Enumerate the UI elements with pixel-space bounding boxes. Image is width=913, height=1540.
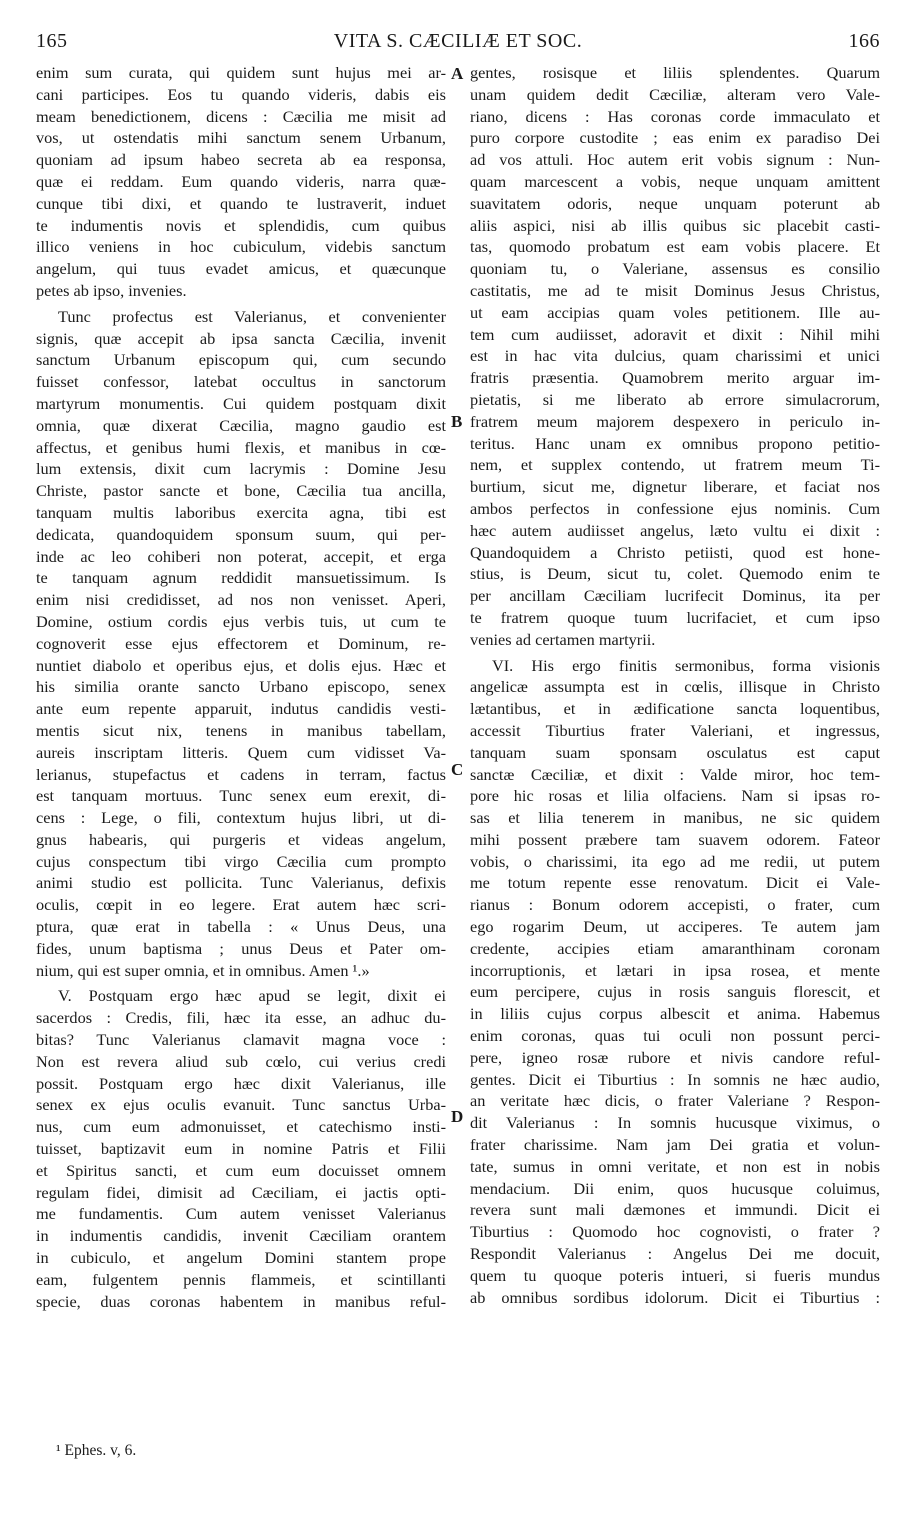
text-line: riano, dicens : Has coronas corde immaculato et <box>470 106 880 126</box>
text-line: cens : Lege, o fili, contextum hujus libri, ut di- <box>36 808 446 828</box>
text-line: lerianus, stupefactus et cadens in terram, factus <box>36 764 446 784</box>
text-line: gnus habearis, qui purgeris et videas angelum, <box>36 829 446 849</box>
text-line: angelicæ assumpta est in cœlis, illisque in Christo <box>470 677 880 697</box>
text-line: dedicata, quandoquidem sponsum suum, qui per- <box>36 524 446 544</box>
text-line: mihi possent præbere tam suavem odorem. Fateor <box>470 829 880 849</box>
running-header <box>36 30 880 56</box>
text-line: in indumentis candidis, invenit Cæciliam orantem <box>36 1226 446 1246</box>
text-line: quoniam tu, o Valeriane, assensus es consilio <box>470 259 880 279</box>
text-line: omnia, quæ dixerat Cæcilia, magno gaudio est <box>36 415 446 435</box>
text-line: aureis inscriptam litteris. Quem cum vidisset Va- <box>36 742 446 762</box>
text-line: revera sunt mali dæmones et immundi. Dicit ei <box>470 1200 880 1220</box>
text-line: cognoverit esse ejus effectorem et Dominum, re- <box>36 633 446 653</box>
text-line: accessit Tiburtius frater Valeriani, et ingressus, <box>470 720 880 740</box>
text-line: ab omnibus sordibus idolorum. Dicit ei Tiburtius : <box>470 1287 880 1307</box>
text-line: inde ac leo cohiberi non poterat, accepit, et erga <box>36 546 446 566</box>
section-marker-d: D <box>451 1107 464 1126</box>
text-line: enim sum curata, qui quidem sunt hujus mei ar- <box>36 63 446 82</box>
text-line: tem cum audiisset, adoravit et dixit : Nihil mihi <box>470 324 880 344</box>
text-line: mendacium. Dii enim, quos hucusque coluimus, <box>470 1178 880 1198</box>
text-line: eam, fulgentem pennis flammeis, et scintillanti <box>36 1269 446 1289</box>
text-line: illico veniens in hoc cubiculum, videbis sanctum <box>36 237 446 257</box>
text-line: me totum repente esse renovatum. Dicit ei Vale- <box>470 873 880 893</box>
text-line: vos, ut ostendatis mihi sanctum senem Urbanum, <box>36 128 446 148</box>
text-line: pietatis, si me liberato ab errore simulacrorum, <box>470 389 880 409</box>
text-line: VI. His ergo finitis sermonibus, forma visionis <box>492 655 880 675</box>
text-line: martyrum monumentis. Cui quidem postquam dixit <box>36 393 446 413</box>
running-title: VITA S. CÆCILIÆ ET SOC. <box>333 30 583 52</box>
text-line: dit Valerianus : In somnis hucusque viximus, o <box>470 1113 880 1133</box>
text-line: te fratrem quoque tuum lucrifaciet, et cum ipso <box>470 607 880 627</box>
text-line: per ancillam Cæciliam lucrifecit Dominus, ita per <box>470 586 880 606</box>
text-line: Respondit Valerianus : Angelus Dei me docuit, <box>470 1244 880 1264</box>
text-line: me fundamentis. Cum autem venisset Valerianus <box>36 1204 446 1224</box>
section-marker-c: C <box>451 760 464 779</box>
text-line: ut eam accipias quam voles petitionem. Ille au- <box>470 302 880 322</box>
text-line: quem tu quoque poteris intueri, si fueris mundus <box>470 1265 880 1285</box>
text-line: stius, is Deum, sicut tu, colet. Quemodo enim te <box>470 564 880 584</box>
text-line: enim coronas, quas tui oculi non possunt perci- <box>470 1026 880 1046</box>
text-line: fides, unum baptisma ; unus Deus et Pater om- <box>36 938 446 958</box>
text-line: eum percipere, cujus in rosis sanguis florescit, et <box>470 982 880 1002</box>
text-line: est in hac vita dulcius, quam charissimi et unici <box>470 346 880 366</box>
text-line: angelum, qui tuus evadet amicus, et quæcunque <box>36 259 446 279</box>
text-line: castitatis, me ad te misit Dominus Jesus Christus, <box>470 280 880 300</box>
text-line: ambos perfectos in confessione ejus nominis. Cum <box>470 498 880 518</box>
text-line: ptura, quæ erat in tabella : « Unus Deus, una <box>36 917 446 937</box>
text-line: gentes, rosisque et liliis splendentes. Quarum <box>470 63 880 82</box>
text-line: signis, quæ accepit ab ipsa sancta Cæcilia, invenit <box>36 328 446 348</box>
text-line: Domine, ostium cordis ejus verbis tuis, ut cum te <box>36 611 446 631</box>
section-marker-b: B <box>451 412 463 431</box>
text-line: V. Postquam ergo hæc apud se legit, dixit ei <box>58 986 446 1006</box>
text-line: mentis sicut nix, tenens in manibus tabellam, <box>36 720 446 740</box>
text-line: gentes. Dicit ei Tiburtius : In somnis ne hæc audio, <box>470 1069 880 1089</box>
text-line: sanctæ Cæciliæ, et dixit : Valde miror, hoc tem- <box>470 764 880 784</box>
text-line: animi studio est pollicita. Tunc Valerianus, defixis <box>36 873 446 893</box>
text-line: vobis, o charissimi, ita ego ad me redii, ut putem <box>470 851 880 871</box>
text-line: et Spiritus sancti, et cum eum docuisset omnem <box>36 1160 446 1180</box>
text-line: ad vos attuli. Hoc autem erit vobis signum : Nun- <box>470 150 880 170</box>
text-line: lætantibus, et in ædificatione sancta loquentibus, <box>470 699 880 719</box>
section-marker-a: A <box>451 64 464 83</box>
text-line: incorruptionis, et lætari in ipsa rosea, et mente <box>470 960 880 980</box>
text-line: possit. Postquam ergo hæc dixit Valerianus, ille <box>36 1073 446 1093</box>
text-line: nium, qui est super omnia, et in omnibus. Amen ¹.» <box>36 960 370 980</box>
text-line: sas et lilia tenerem in manibus, ne sic quidem <box>470 808 880 828</box>
text-line: tanquam multis laboribus exercita agna, tibi est <box>36 502 446 522</box>
text-line: regulam fidei, dimisit ad Cæciliam, ei jactis opti- <box>36 1182 446 1202</box>
text-line: sacerdos : Credis, fili, hæc ita esse, an adhuc du- <box>36 1008 446 1028</box>
text-line: nem, et supplex contendo, ut fratrem meum Ti- <box>470 455 880 475</box>
text-line: senex ex ejus oculis evanuit. Tunc sanctus Urba- <box>36 1095 446 1115</box>
text-line: tas, quomodo probatum est eam vobis placere. Et <box>470 237 880 257</box>
text-line: ante eum repente apparuit, indutus candidis vesti- <box>36 699 446 719</box>
text-line: meam benedictionem, dicens : Cæcilia me misit ad <box>36 106 446 126</box>
text-line: puro corpore custodite ; eas enim ex paradiso Dei <box>470 128 880 148</box>
text-line: lum extensis, dixit cum lacrymis : Domine Jesu <box>36 459 446 479</box>
text-line: frater charissime. Nam jam Dei gratia et volun- <box>470 1135 880 1155</box>
text-line: pore hic rosas et lilia olfaciens. Nam si ipsas ro- <box>470 786 880 806</box>
page-number-right: 166 <box>848 30 880 52</box>
text-line: Christe, pastor sancte et bone, Cæcilia tua ancilla, <box>36 481 446 501</box>
text-line: aliis aspici, nisi ab illis quibus sic placebit casti- <box>470 215 880 235</box>
text-line: an veritate hæc dicis, o frater Valeriane ? Respon- <box>470 1091 880 1111</box>
text-line: venies ad certamen martyrii. <box>470 629 656 649</box>
text-line: tanquam suam sponsam osculatus est caput <box>470 742 880 762</box>
right-column <box>470 62 880 1308</box>
text-line: fratris præsentia. Quamobrem merito arguar im- <box>470 368 880 388</box>
text-line: teritus. Hanc unam ex omnibus propono petitio- <box>470 433 880 453</box>
text-line: enim nisi credidisset, ad nos non venisset. Aperi, <box>36 590 446 610</box>
text-line: Non est revera aliud sub cœlo, cui verius credi <box>36 1051 446 1071</box>
text-line: tuisset, baptizavit eum in nomine Patris et Filii <box>36 1139 446 1159</box>
text-line: pere, igneo rosæ rubore et nivis candore reful- <box>470 1047 880 1067</box>
text-line: nus, cum eum admonuisset, et catechismo insti- <box>36 1117 446 1137</box>
text-line: in liliis cujus corpus albescit et anima. Habemus <box>470 1004 880 1024</box>
text-line: petes ab ipso, invenies. <box>36 280 187 300</box>
text-line: hæc autem audiisset angelus, læto vultu ei dixit : <box>470 520 880 540</box>
text-line: Tunc profectus est Valerianus, et convenienter <box>58 306 446 326</box>
text-line: affectus, et genibus humi flexis, et manibus in cœ- <box>36 437 446 457</box>
text-line: burtium, sicut me, dignetur liberare, et faciat nos <box>470 477 880 497</box>
text-line: quoniam ad ipsum habeo secreta ab ea responsa, <box>36 150 446 170</box>
text-line: quam marcescent a vobis, neque unquam amittent <box>470 171 880 191</box>
text-line: in cubiculo, et angelum Domini stantem prope <box>36 1248 446 1268</box>
text-line: Tiburtius : Quomodo hoc cognovisti, o frater ? <box>470 1222 880 1242</box>
text-line: cani participes. Eos tu quando videris, dabis eis <box>36 84 446 104</box>
text-line: ego rogarim Deum, ut acciperes. Te autem jam <box>470 917 880 937</box>
text-line: fuisset confessor, latebat occultus in sanctorum <box>36 372 446 392</box>
left-column <box>36 62 446 1312</box>
text-line: credente, accipies etiam amaranthinam coronam <box>470 938 880 958</box>
text-line: suavitatem odoris, neque unquam poterunt ab <box>470 193 880 213</box>
text-line: te tanquam agnum reddidit mansuetissimum. Is <box>36 568 446 588</box>
text-line: est tanquam mortuus. Tunc senex eum erexit, di- <box>36 786 446 806</box>
text-line: tate, sumus in omni veritate, et non est in nobis <box>470 1156 880 1176</box>
text-line: Quandoquidem a Christo petiisti, quod est hone- <box>470 542 880 562</box>
text-line: rianus : Bonum odorem accepisti, o frater, cum <box>470 895 880 915</box>
text-line: te indumentis novis et splendidis, cum quibus <box>36 215 446 235</box>
text-line: unam quidem dedit Cæciliæ, alteram vero Vale- <box>470 84 880 104</box>
text-line: sanctum Urbanum episcopum qui, cum secundo <box>36 350 446 370</box>
footnote: ¹ Ephes. v, 6. <box>56 1442 137 1459</box>
text-line: nuntiet diabolo et operibus ejus, et dolis ejus. Hæc et <box>36 655 446 675</box>
text-line: specie, duas coronas habentem in manibus reful- <box>36 1291 446 1311</box>
page-number-left: 165 <box>36 30 68 52</box>
text-line: cunque tibi dixi, et quando te lustraverit, induet <box>36 193 446 213</box>
text-line: quæ ei reddam. Eum quando videris, narra quæ- <box>36 171 446 191</box>
text-line: cujus conspectum tibi virgo Cæcilia cum prompto <box>36 851 446 871</box>
text-line: fratrem meum majorem despexero in periculo in- <box>470 411 880 431</box>
text-line: oculis, cœpit in eo legere. Erat autem hæc scri- <box>36 895 446 915</box>
text-line: bitas? Tunc Valerianus clamavit magna voce : <box>36 1030 446 1050</box>
text-line: his similia orante sancto Urbano episcopo, senex <box>36 677 446 697</box>
